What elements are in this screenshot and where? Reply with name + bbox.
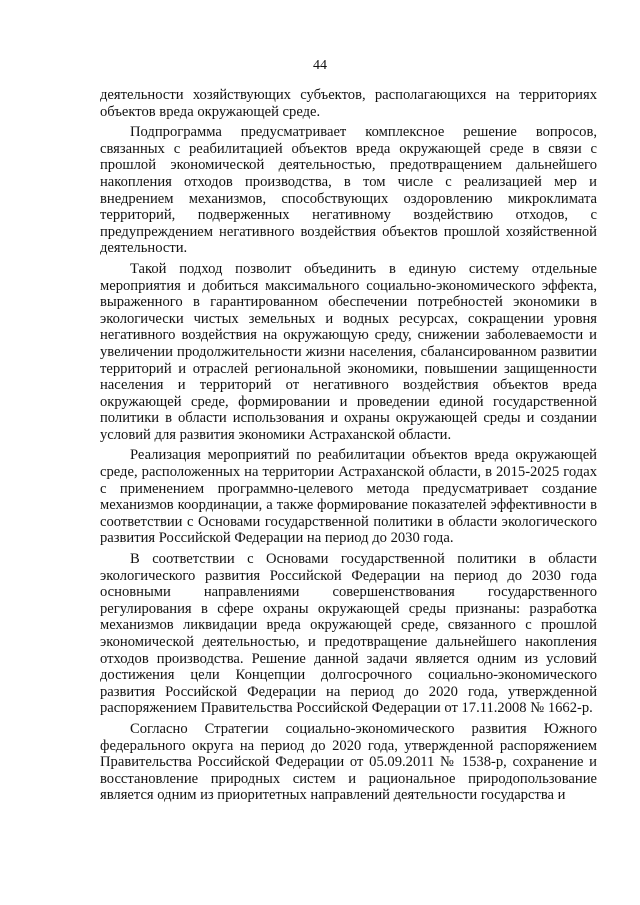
paragraph-strategy: Согласно Стратегии социально-экономического развития Южного федерального округа на период до 2020 года, утвержденной распоряжением Правительства Российской Федерации от 05.09.2011 № 1538-р, сохранение и восстановление природных систем и рациональное природопользование является одним из приоритетных направлений деятельности государства и bbox=[100, 720, 597, 804]
body-text bbox=[100, 87, 597, 808]
paragraph-approach-benefits: Такой подход позволит объединить в единую систему отдельные мероприятия и добиться максимального социально-экономического эффекта, выраженного в гарантированном обеспечении потребностей экономики в экологически чистых земельных и водных ресурсах, сокращении уровня негативного воздействия на окружающую среду, снижении заболеваемости и увеличении продолжительности жизни населения, сбалансированном развитии территорий и отраслей региональной экономики, повышении защищенности населения и территорий от негативного воздействия объектов вреда окружающей среде, формировании и проведении единой государственной политики в области использования и охраны окружающей среды и создании условий для развития экономики Астраханской области. bbox=[100, 260, 597, 443]
page-number: 44 bbox=[313, 58, 327, 73]
paragraph-implementation: Реализация мероприятий по реабилитации объектов вреда окружающей среде, расположенных на территории Астраханской области, в 2015-2025 годах с применением программно-целевого метода предусматривает создание механизмов координации, а также формирование показателей эффективности в соответствии с Основами государственной политики в области экологического развития Российской Федерации на период до 2030 года. bbox=[100, 447, 597, 547]
paragraph-subprogram-scope: Подпрограмма предусматривает комплексное решение вопросов, связанных с реабилитацией объектов вреда окружающей среде в связи с прошлой экономической деятельностью, предотвращением дальнейшего накопления отходов производства, в том числе с реализацией мер и внедрением механизмов, способствующих оздоровлению микроклимата территорий, подверженных негативному воздействию отходов, с предупреждением негативного воздействия объектов прошлой хозяйственной деятельности. bbox=[100, 124, 597, 257]
paragraph-policy-basis: В соответствии с Основами государственной политики в области экологического развития Российской Федерации на период до 2030 года основными направлениями совершенствования государственного регулирования в сфере охраны окружающей среды признаны: разработка механизмов ликвидации вреда окружающей среде, связанного с прошлой экономической деятельностью, и предотвращение дальнейшего накопления отходов производства. Решение данной задачи является одним из условий достижения цели Концепции долгосрочного социально-экономического развития Российской Федерации на период до 2020 года, утвержденной распоряжением Правительства Российской Федерации от 17.11.2008 № 1662-р. bbox=[100, 551, 597, 717]
paragraph-continuation: деятельности хозяйствующих субъектов, располагающихся на территориях объектов вреда окружающей среде. bbox=[100, 87, 597, 120]
